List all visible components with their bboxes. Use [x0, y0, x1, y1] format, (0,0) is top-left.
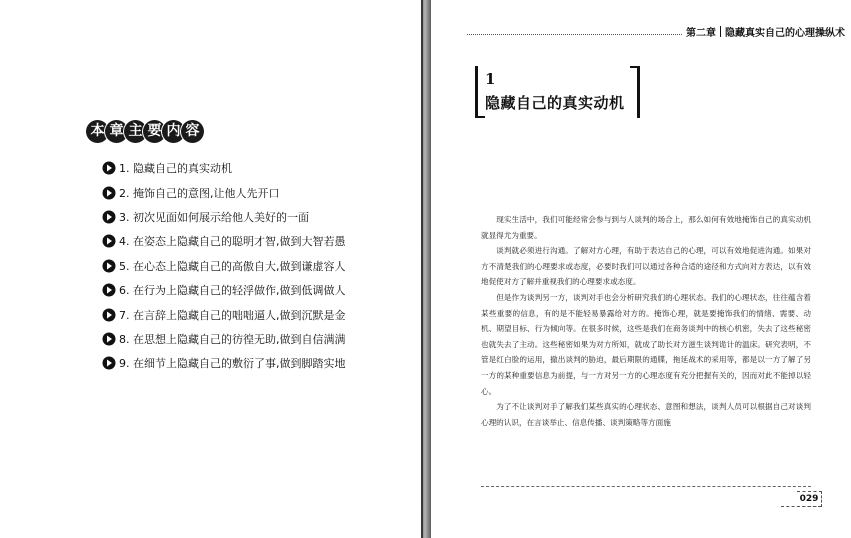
arrow-bullet-icon [102, 332, 116, 346]
toc-title-char: 本 [86, 120, 109, 143]
toc-item [102, 278, 346, 302]
paragraph: 现实生活中，我们可能经常会参与到与人谈判的场合上，那么如何有效地掩饰自己的真实动机就显得尤为重要。 [481, 215, 811, 240]
body-text [481, 212, 811, 430]
toc-item-label: 7. 在言辞上隐藏自己的咄咄逼人,做到沉默是金 [119, 308, 346, 322]
book-gutter [421, 0, 431, 538]
toc-item-label: 1. 隐藏自己的真实动机 [119, 162, 232, 176]
toc-list [102, 156, 346, 376]
toc-item [102, 180, 346, 204]
paragraph: 为了不让谈判对手了解我们某些真实的心理状态、意图和想法，谈判人员可以根据自己对谈判心理的认识，在言谈举止、信息传播、谈判策略等方面施 [481, 402, 811, 427]
toc-title-char: 要 [143, 120, 166, 143]
toc-item-label: 4. 在姿态上隐藏自己的聪明才智,做到大智若愚 [119, 235, 346, 249]
toc-title-char: 容 [181, 120, 204, 143]
toc-item [102, 302, 346, 326]
arrow-bullet-icon [102, 210, 116, 224]
arrow-bullet-icon [102, 259, 116, 273]
toc-item-label: 6. 在行为上隐藏自己的轻浮做作,做到低调做人 [119, 284, 346, 298]
section-heading [475, 66, 640, 118]
section-title: 隐藏自己的真实动机 [485, 94, 625, 112]
left-page [0, 0, 421, 538]
arrow-bullet-icon [102, 161, 116, 175]
toc-title-char: 章 [105, 120, 128, 143]
toc-item-label: 2. 掩饰自己的意图,让他人先开口 [119, 186, 280, 200]
bracket-right-head [630, 66, 640, 68]
footer-rule [481, 486, 811, 487]
running-head-title: 隐藏真实自己的心理操纵术 [725, 27, 845, 39]
bracket-right [637, 66, 640, 118]
paragraph: 但是作为谈判另一方，谈判对手也会分析研究我们的心理状态。我们的心理状态，往往蕴含着某些重要的信息，有的是不能轻易暴露给对方的。掩饰心理，就是要掩饰我们的情绪、需要、动机、期望目标、行为倾向等。在很多时候，这些是我们在商务谈判中的核心机密，失去了这些秘密也就失去了主动。这些秘密如果为对方所知，就成了助长对方滋生谈判诡计的温床。研究表明，不管是红白脸的运用，撤出谈判的胁迫，最后期限的通牒，拖延战术的采用等，都是以一方了解了另一方的某种重要信息为前提，与一方对另一方的心理态度有充分把握有关的，因而对此不能掉以轻心。 [481, 292, 811, 396]
right-page [431, 0, 851, 538]
running-head-divider [720, 26, 721, 37]
toc-item-label: 9. 在细节上隐藏自己的敷衍了事,做到脚踏实地 [119, 357, 346, 371]
toc-title-char: 内 [162, 120, 185, 143]
page-number: 029 [797, 491, 822, 507]
toc-item [102, 156, 346, 180]
toc-item-label: 5. 在心态上隐藏自己的高傲自大,做到谦虚容人 [119, 259, 346, 273]
paragraph: 谈判就必须进行沟通。了解对方心理，有助于表达自己的心理，可以有效地促进沟通。如果对方不清楚我们的心理要求或态度，必要时我们可以通过各种合适的途径和方式向对方表达，以有效地促使对方了解并重视我们的心理要求或态度。 [481, 246, 811, 287]
toc-title [86, 120, 200, 144]
section-number: 1 [485, 70, 496, 88]
toc-item [102, 327, 346, 351]
page-number-underline [781, 506, 821, 507]
arrow-bullet-icon [102, 186, 116, 200]
toc-title-char: 主 [124, 120, 147, 143]
bracket-left [475, 66, 478, 118]
toc-item [102, 351, 346, 375]
running-head-chapter: 第二章 [686, 27, 716, 39]
toc-item [102, 229, 346, 253]
toc-item [102, 254, 346, 278]
arrow-bullet-icon [102, 356, 116, 370]
arrow-bullet-icon [102, 234, 116, 248]
arrow-bullet-icon [102, 308, 116, 322]
running-head-leader [467, 34, 682, 35]
toc-item [102, 205, 346, 229]
toc-item-label: 3. 初次见面如何展示给他人美好的一面 [119, 210, 309, 224]
toc-item-label: 8. 在思想上隐藏自己的彷徨无助,做到自信满满 [119, 332, 346, 346]
arrow-bullet-icon [102, 283, 116, 297]
running-head [467, 24, 845, 38]
bracket-left-foot [475, 116, 485, 118]
